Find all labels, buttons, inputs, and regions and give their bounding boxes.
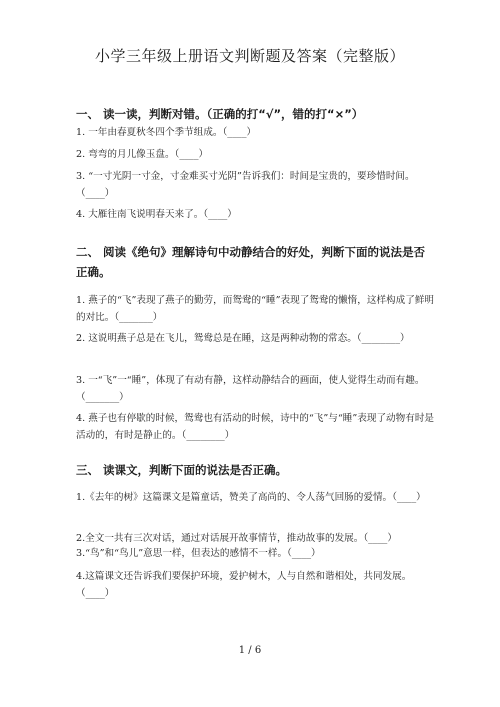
section-1-item-4: 4. 大雁往南飞说明春天来了。（____） [76,209,237,220]
section-3-item-1: 1.《去年的树》这篇课文是篇童话，赞美了高尚的、令人荡气回肠的爱情。（____） [76,492,426,503]
section-2-heading: 二、 阅读《绝句》理解诗句中动静结合的好处，判断下面的说法是否正确。 [76,245,425,279]
document-title: 小学三年级上册语文判断题及答案（完整版） [94,47,405,65]
section-2-item-1: 1. 燕子的“飞”表现了燕子的勤劳，而鸳鸯的“睡”表现了鸳鸯的懒惰，这样构成了鲜明的对比。（_______） [76,295,435,323]
section-1-item-3: 3. “一寸光阴一寸金，寸金难买寸光阴”告诉我们：时间是宝贵的，要珍惜时间。（____） [76,171,415,199]
section-2-item-3: 3. 一“飞”一“睡”，体现了有动有静，这样动静结合的画面，使人觉得生动而有趣。（_______） [76,375,425,403]
section-1-heading: 一、 读一读，判断对错。（正确的打“√”，错的打“×”） [76,107,364,121]
section-1-item-2: 2. 弯弯的月儿像玉盘。（____） [76,149,209,160]
section-3-heading: 三、 读课文，判断下面的说法是否正确。 [76,463,288,477]
section-2-item-4: 4. 燕子也有停歇的时候，鸳鸯也有活动的时候，诗中的“飞”与“睡”表现了动物有时是活动的，有时是静止的。（________） [76,413,435,441]
section-3-item-4: 4.这篇课文还告诉我们要保护环境，爱护树木，人与自然和谐相处，共同发展。 （____） [76,571,412,599]
section-3-item-3: 3.“鸟”和“鸟儿”意思一样，但表达的感情不一样。（____） [76,548,321,559]
section-1-item-1: 1. 一年由春夏秋冬四个季节组成。（____） [76,127,257,138]
page-number: 1 / 6 [238,645,262,656]
section-2-item-2: 2. 这说明燕子总是在飞儿，鸳鸯总是在睡，这是两种动物的常态。（________） [76,333,410,344]
section-3-item-2: 2.全文一共有三次对话，通过对话展开故事情节，推动故事的发展。（____） [76,533,397,544]
